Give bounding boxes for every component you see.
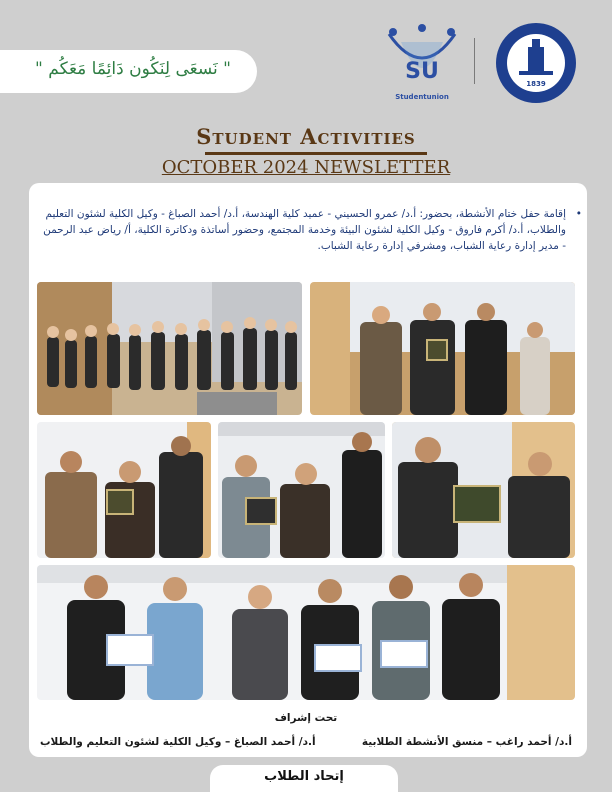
supervisor-left: أ.د/ أحمد الصباغ – وكيل الكلية لشئون التعليم والطلاب [40,736,316,748]
event-description: • إقامة حفل ختام الأنشطة، بحضور: أ.د/ عمرو الحسيني - عميد كلية الهندسة، أ.د/ أحمد الصباغ - وكيل الكلية لشئون التعليم والطلاب، أ.د/ أكرم فاروق - وكيل الكلية لشئون البيئة وخدمة المجتمع، وحضور أساتذة ودكاترة الكلية، أ/ رياض عبد الرحمن - مدير إدارة رعاية الشباب، ومشرفي إدارة رعاية الشباب. [40,206,584,254]
newsletter-subtitle: OCTOBER 2024 NEWSLETTER [161,157,451,178]
photo-award-presentation-4 [392,422,575,558]
footer-student-union: إتحاد الطلاب [264,769,344,784]
student-union-logo [381,22,463,104]
supervisor-right: أ.د/ أحمد راغب – منسق الأنشطة الطلابية [361,736,572,748]
logo-divider [474,38,475,84]
title-underline [205,152,427,155]
supervision-heading: تحت إشراف [274,712,338,724]
photo-students-certificates [37,565,575,700]
engineering-faculty-seal [495,22,577,104]
svg-text:SU: SU [405,59,439,84]
svg-text:1839: 1839 [526,80,546,88]
slogan-text: " نَسعَى لِنَكُون دَائِمًا مَعَكُم " [35,59,231,79]
photo-group-stage [37,282,302,415]
photo-award-presentation-3 [218,422,385,558]
photo-award-presentation-1 [310,282,575,415]
photo-award-presentation-2 [37,422,211,558]
svg-text:Studentunion: Studentunion [395,93,449,101]
newsletter-title: Student Activities [196,124,416,149]
